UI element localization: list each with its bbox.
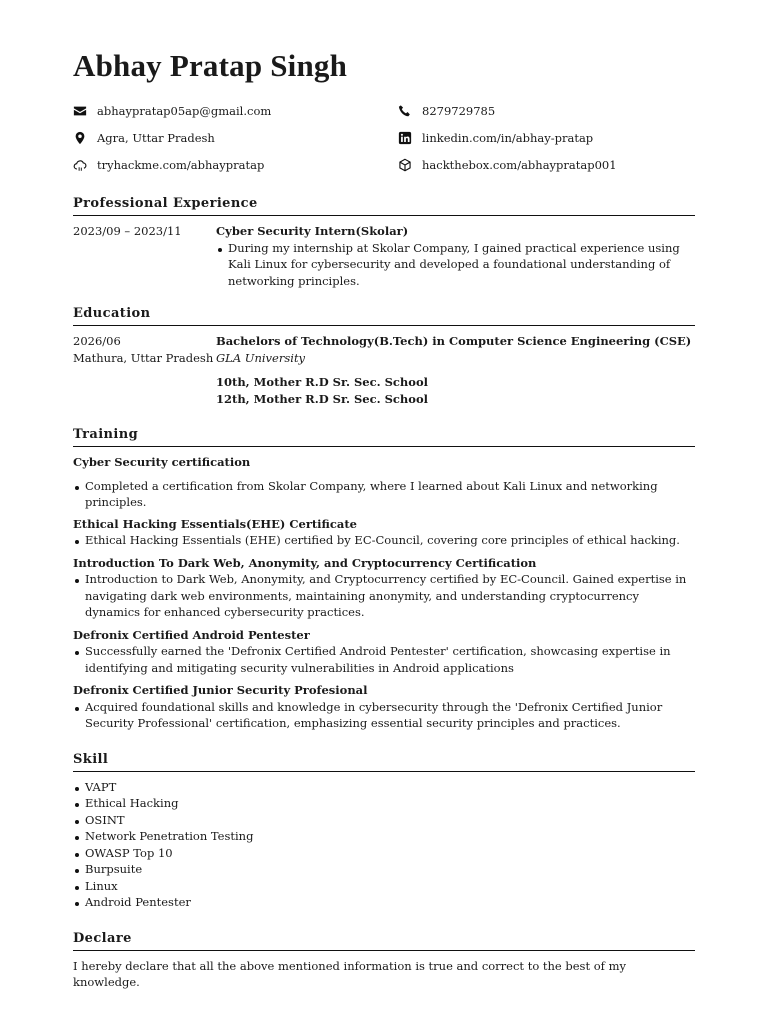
skill-item: Linux [73,878,695,895]
education-heading: Education [73,305,695,326]
cloud-icon [73,158,87,172]
training-item [73,454,695,511]
skill-item: OSINT [73,812,695,829]
training-item [73,627,695,677]
candidate-name: Abhay Pratap Singh [73,48,348,83]
experience-entry [73,223,695,289]
contact-phone-text: 8279729785 [422,103,496,118]
education-location: Mathura, Uttar Pradesh [73,350,214,365]
education-date: 2026/06 [73,334,121,348]
contact-location [73,124,398,151]
skills-section [73,751,695,911]
training-item-title: Defronix Certified Android Pentester [73,627,310,642]
linkedin-icon [398,131,412,145]
skill-item: OWASP Top 10 [73,845,695,862]
training-item-title: Introduction To Dark Web, Anonymity, and Cryptocurrency Certification [73,555,537,570]
training-item-bullet: Completed a certification from Skolar Company, where I learned about Kali Linux and networking principles. [73,478,695,511]
contact-location-text: Agra, Uttar Pradesh [97,130,215,145]
skill-item: Ethical Hacking [73,795,695,812]
skills-heading: Skill [73,751,695,772]
declare-heading: Declare [73,930,695,951]
training-item [73,682,695,732]
training-item-bullet: Introduction to Dark Web, Anonymity, and Cryptocurrency certified by EC-Council. Gained expertise in navigating dark web environments, maintaining anonymity, and understanding cryptocurrency dynamics for enhanced cybersecurity practices. [73,571,695,621]
phone-icon [398,104,412,118]
envelope-icon [73,104,87,118]
education-degree: Bachelors of Technology(B.Tech) in Computer Science Engineering (CSE) [216,334,692,348]
declare-text: I hereby declare that all the above mentioned information is true and correct to the best of my knowledge. [73,958,626,989]
training-item [73,555,695,621]
education-school-12: 12th, Mother R.D Sr. Sec. School [216,391,428,406]
contact-tryhackme-text: tryhackme.com/abhaypratap [97,157,265,172]
contact-email[interactable] [73,97,398,124]
education-entry [73,333,695,407]
experience-dates: 2023/09 – 2023/11 [73,224,182,238]
training-item-title: Defronix Certified Junior Security Profesional [73,683,368,697]
contact-email-text: abhaypratap05ap@gmail.com [97,103,272,118]
education-section [73,305,695,407]
experience-heading: Professional Experience [73,195,695,216]
training-item-bullet: Successfully earned the 'Defronix Certified Android Pentester' certification, showcasing expertise in identifying and mitigating security vulnerabilities in Android applications [73,643,695,676]
training-item-bullet: Acquired foundational skills and knowledge in cybersecurity through the 'Defronix Certified Junior Security Professional' certification, emphasizing essential security principles and practices. [73,699,695,732]
contact-tryhackme[interactable] [73,151,398,178]
experience-bullet: During my internship at Skolar Company, I gained practical experience using Kali Linux for cybersecurity and developed a foundational understanding of networking principles. [216,240,695,290]
contact-linkedin[interactable] [398,124,698,151]
experience-section [73,195,695,289]
skill-item: Network Penetration Testing [73,828,695,845]
location-pin-icon [73,131,87,145]
cube-icon [398,158,412,172]
experience-role: Cyber Security Intern(Skolar) [216,224,409,238]
skill-item: VAPT [73,779,695,796]
training-item [73,516,695,549]
skills-list [73,779,695,911]
training-item-bullet: Ethical Hacking Essentials (EHE) certified by EC-Council, covering core principles of ethical hacking. [73,532,695,549]
training-item-title: Ethical Hacking Essentials(EHE) Certificate [73,516,357,531]
skill-item: Android Pentester [73,894,695,911]
declare-section [73,930,695,991]
contact-phone[interactable] [398,97,698,124]
contact-hackthebox[interactable] [398,151,698,178]
training-item-title: Cyber Security certification [73,455,251,469]
education-school-10: 10th, Mother R.D Sr. Sec. School [216,375,428,389]
contact-hackthebox-text: hackthebox.com/abhaypratap001 [422,157,617,172]
education-university: GLA University [216,350,306,365]
skill-item: Burpsuite [73,861,695,878]
contact-linkedin-text: linkedin.com/in/abhay-pratap [422,130,594,145]
training-section [73,426,695,732]
training-heading: Training [73,426,695,447]
contact-grid [73,97,695,178]
